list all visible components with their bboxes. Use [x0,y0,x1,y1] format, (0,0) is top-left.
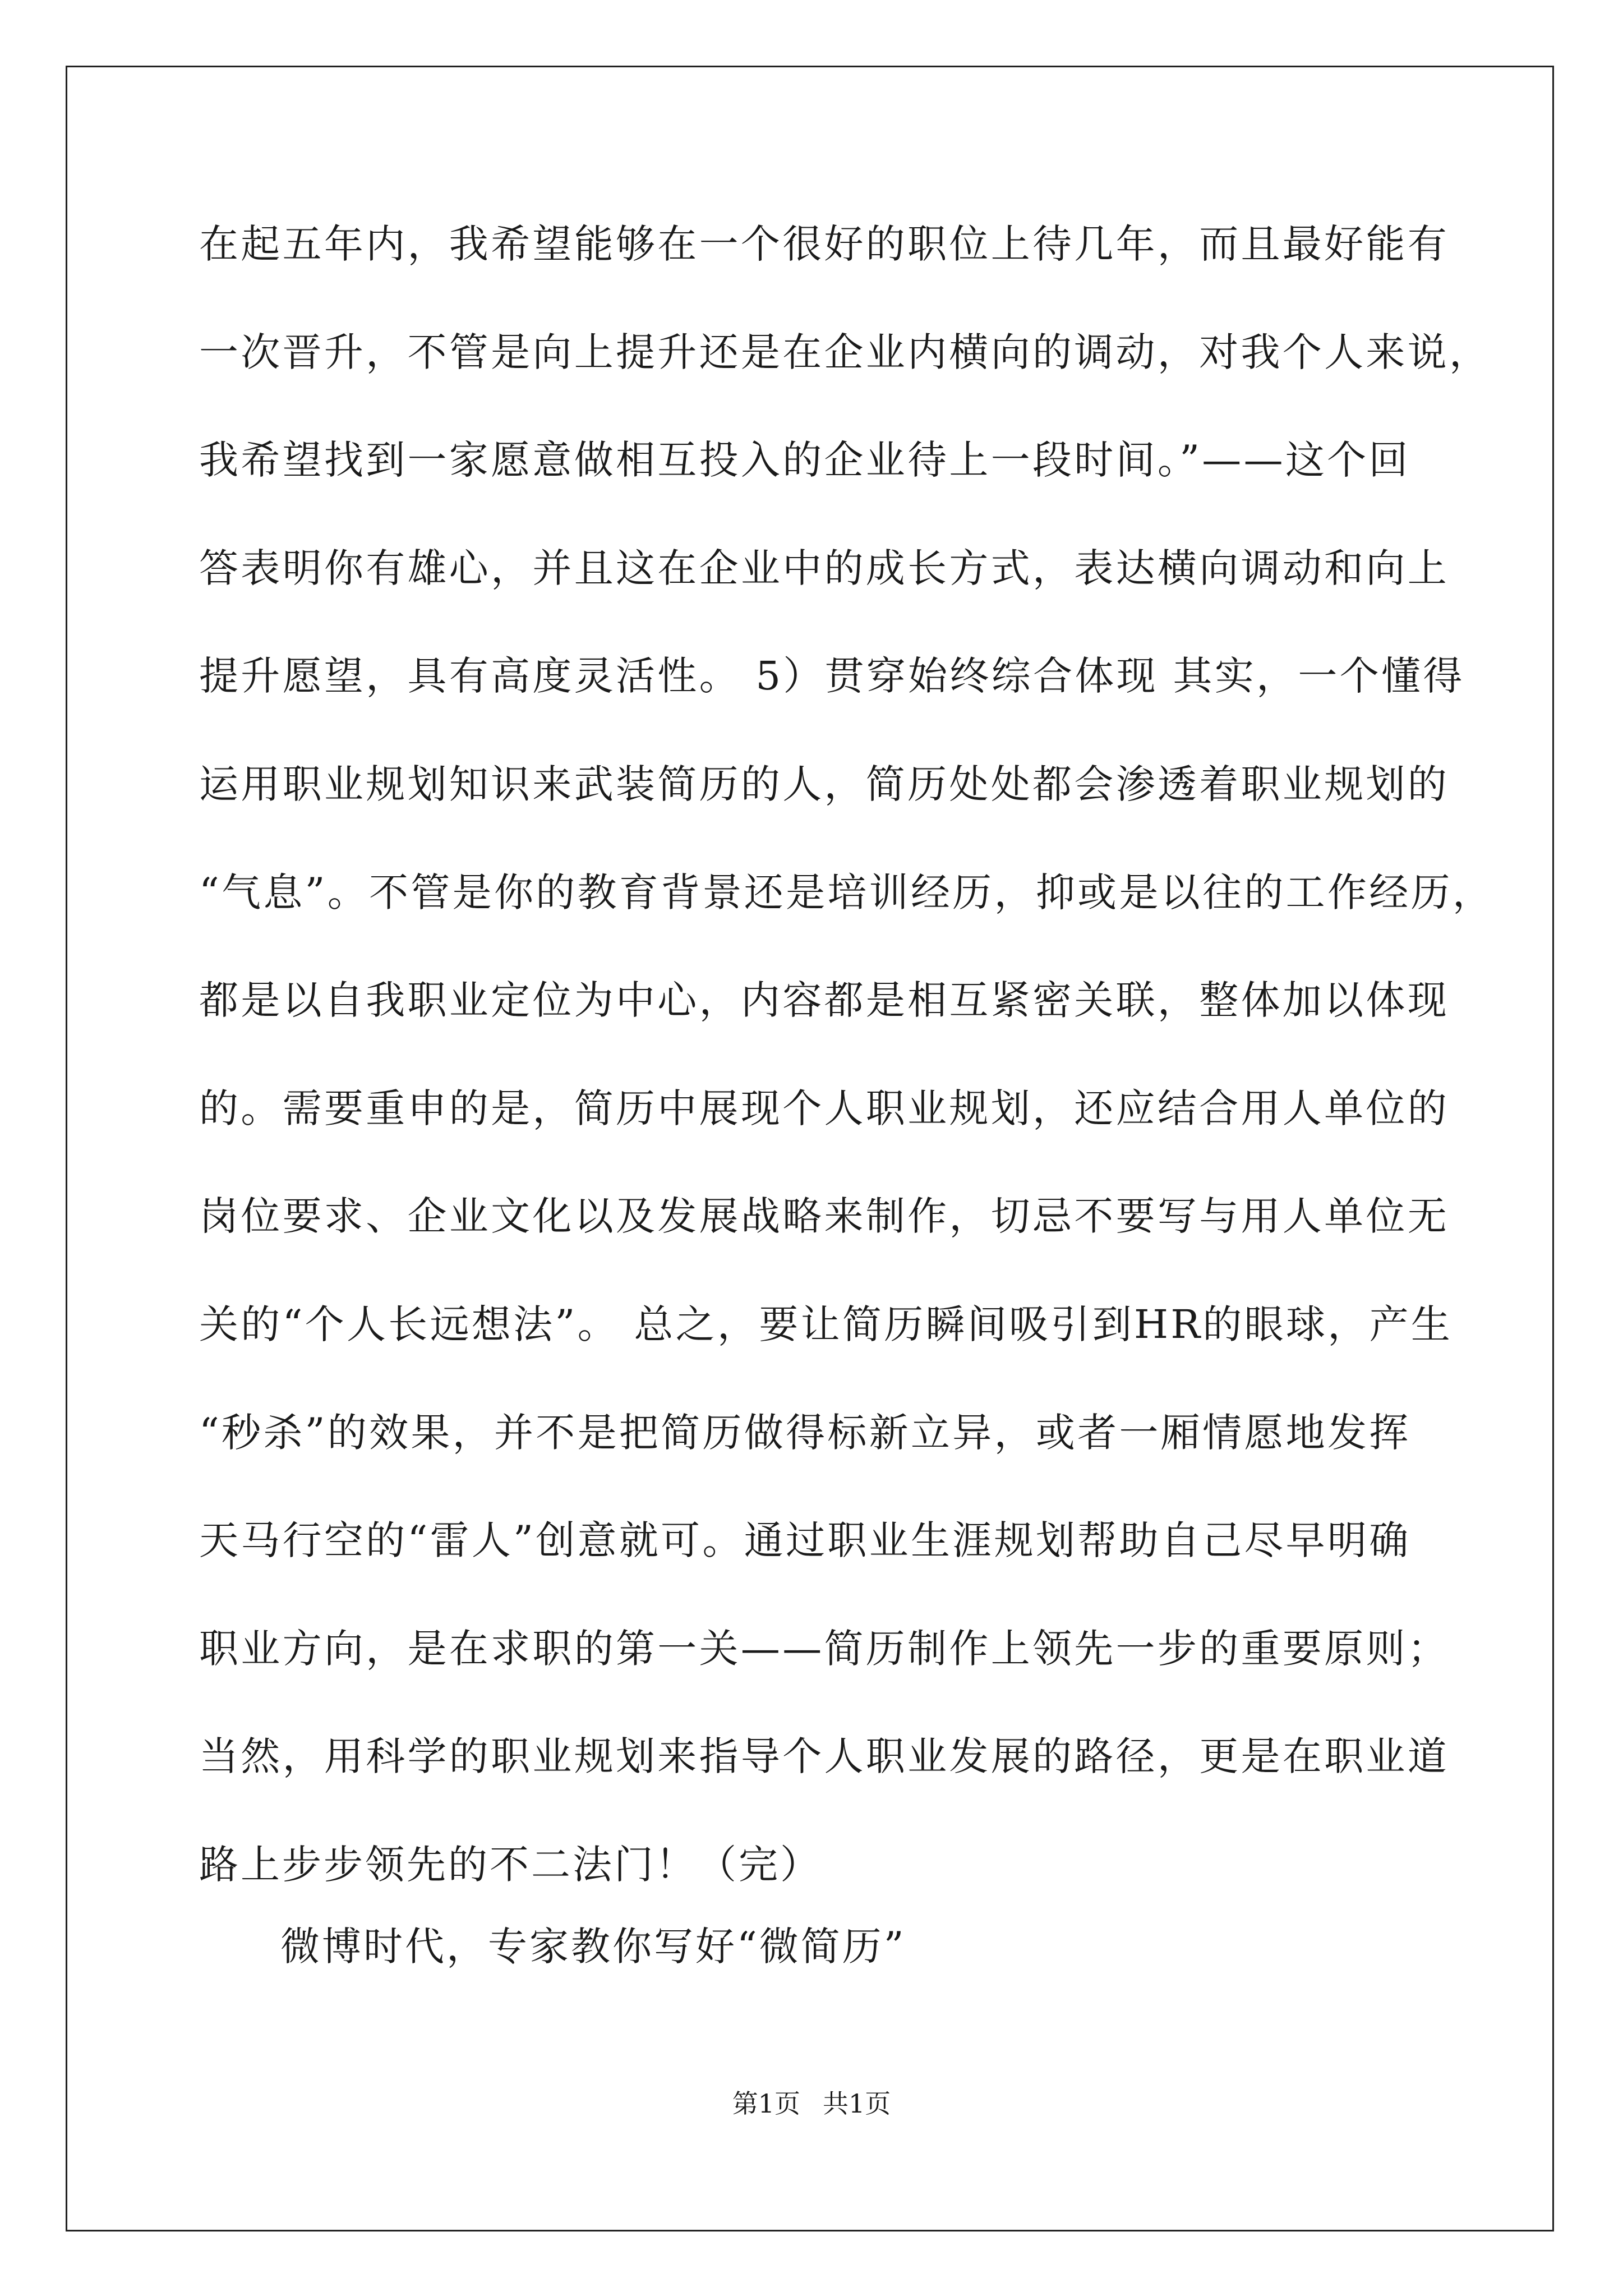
text-line: 当然，用科学的职业规划来指导个人职业发展的路径，更是在职业道 [199,1733,1449,1780]
text-line: 提升愿望，具有高度灵活性。 5）贯穿始终综合体现 其实，一个懂得 [199,653,1465,700]
text-line: 在起五年内，我希望能够在一个很好的职位上待几年，而且最好能有 [199,221,1449,267]
text-line: 的。需要重申的是，简历中展现个人职业规划，还应结合用人单位的 [199,1085,1449,1131]
page-number: 第1页 [732,2088,800,2119]
text-line: 关的“个人长远想法”。 总之，要让简历瞬间吸引到HR的眼球，产生 [199,1301,1453,1347]
text-line: 岗位要求、企业文化以及发展战略来制作，切忌不要写与用人单位无 [199,1193,1449,1240]
section-heading: 微博时代，专家教你写好“微简历” [280,1924,906,1970]
page-footer [0,2087,1623,2120]
text-line: 运用职业规划知识来武装简历的人，简历处处都会渗透着职业规划的 [199,761,1449,807]
text-line: 都是以自我职业定位为中心，内容都是相互紧密关联，整体加以体现 [199,977,1449,1024]
text-line: 路上步步领先的不二法门！（完） [199,1841,822,1888]
text-line: 职业方向，是在求职的第一关——简历制作上领先一步的重要原则； [199,1625,1449,1672]
text-line: 一次晋升，不管是向上提升还是在企业内横向的调动，对我个人来说， [199,329,1491,375]
body-text [199,213,1495,1942]
text-line: 答表明你有雄心，并且这在企业中的成长方式，表达横向调动和向上 [199,545,1449,591]
text-line: 我希望找到一家愿意做相互投入的企业待上一段时间。”——这个回 [199,437,1410,484]
text-line: “气息”。不管是你的教育背景还是培训经历，抑或是以往的工作经历， [199,869,1495,915]
page-total: 共1页 [823,2088,891,2119]
text-line: “秒杀”的效果，并不是把简历做得标新立异，或者一厢情愿地发挥 [199,1409,1411,1456]
text-line: 天马行空的“雷人”创意就可。通过职业生涯规划帮助自己尽早明确 [199,1517,1411,1564]
